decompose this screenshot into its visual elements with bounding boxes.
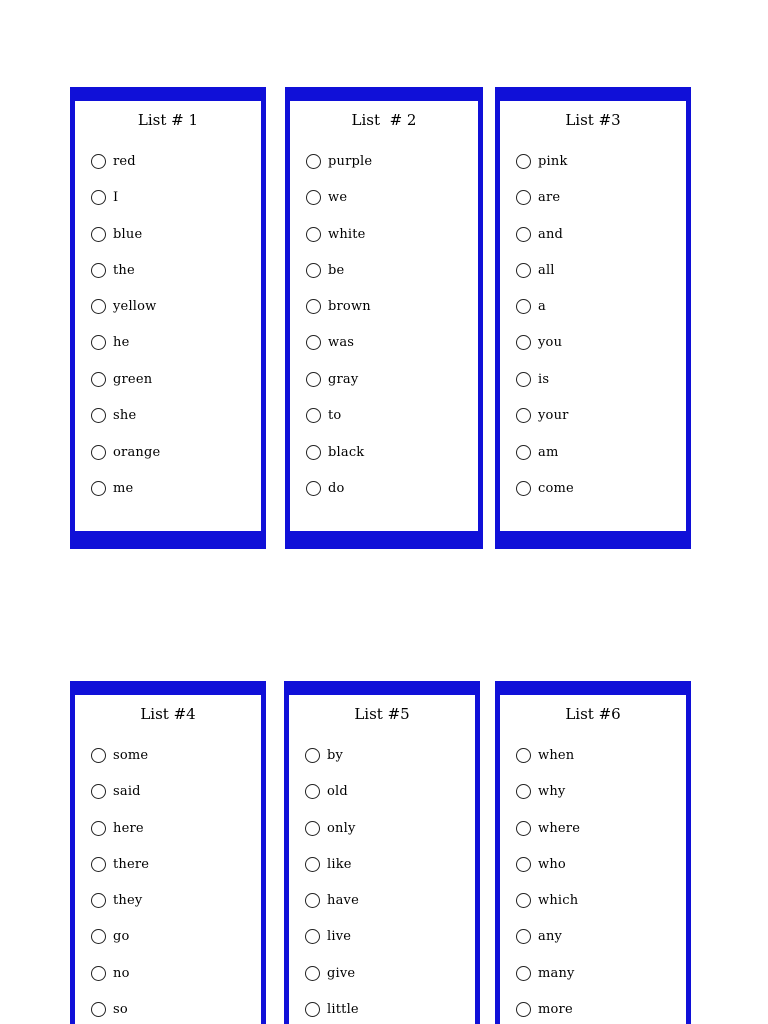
word-label: little (327, 1001, 359, 1017)
radio-button[interactable] (91, 335, 106, 350)
radio-button[interactable] (305, 748, 320, 763)
word-item[interactable] (305, 890, 359, 910)
radio-button[interactable] (306, 227, 321, 242)
word-label: there (113, 856, 150, 872)
word-item[interactable] (516, 260, 555, 280)
word-item[interactable] (91, 151, 136, 171)
word-item[interactable] (91, 781, 141, 801)
word-list-card-6 (495, 681, 691, 1024)
word-label: give (327, 965, 356, 981)
radio-button[interactable] (516, 227, 531, 242)
word-item[interactable] (306, 478, 345, 498)
word-label: like (327, 856, 352, 872)
word-label: do (328, 480, 345, 496)
word-label: no (113, 965, 130, 981)
word-list-card-3 (495, 87, 691, 549)
word-item[interactable] (516, 963, 575, 983)
radio-button[interactable] (516, 784, 531, 799)
radio-button[interactable] (306, 335, 321, 350)
radio-button[interactable] (306, 299, 321, 314)
word-item[interactable] (91, 854, 149, 874)
word-label: they (113, 892, 143, 908)
word-item[interactable] (516, 296, 546, 316)
radio-button[interactable] (91, 299, 106, 314)
radio-button[interactable] (516, 857, 531, 872)
word-item[interactable] (516, 745, 574, 765)
radio-button[interactable] (91, 893, 106, 908)
word-item[interactable] (91, 260, 135, 280)
word-item[interactable] (516, 151, 568, 171)
word-item[interactable] (306, 405, 341, 425)
radio-button[interactable] (305, 784, 320, 799)
word-label: white (328, 226, 366, 242)
radio-button[interactable] (516, 154, 531, 169)
radio-button[interactable] (516, 445, 531, 460)
word-label: where (538, 820, 581, 836)
radio-button[interactable] (516, 481, 531, 496)
word-label: she (113, 407, 137, 423)
word-label: brown (328, 298, 371, 314)
radio-button[interactable] (91, 784, 106, 799)
word-label: he (113, 334, 130, 350)
word-label: red (113, 153, 136, 169)
word-item[interactable] (306, 260, 344, 280)
radio-button[interactable] (305, 966, 320, 981)
radio-button[interactable] (306, 154, 321, 169)
word-label: orange (113, 444, 161, 460)
word-label: which (538, 892, 579, 908)
word-label: go (113, 928, 130, 944)
radio-button[interactable] (305, 1002, 320, 1017)
word-item[interactable] (516, 442, 558, 462)
radio-button[interactable] (91, 929, 106, 944)
word-label: am (538, 444, 559, 460)
word-item[interactable] (306, 296, 371, 316)
word-item[interactable] (306, 151, 372, 171)
word-item[interactable] (91, 332, 129, 352)
word-label: was (328, 334, 355, 350)
word-item[interactable] (305, 745, 343, 765)
radio-button[interactable] (516, 408, 531, 423)
word-label: your (538, 407, 569, 423)
list-title: List #5 (354, 705, 410, 723)
word-label: so (113, 1001, 128, 1017)
word-label: said (113, 783, 141, 799)
word-label: only (327, 820, 356, 836)
word-item[interactable] (91, 442, 160, 462)
word-item[interactable] (91, 890, 142, 910)
radio-button[interactable] (91, 227, 106, 242)
radio-button[interactable] (516, 263, 531, 278)
word-label: black (328, 444, 365, 460)
word-item[interactable] (516, 405, 569, 425)
word-item[interactable] (306, 187, 347, 207)
word-label: live (327, 928, 352, 944)
word-item[interactable] (516, 224, 563, 244)
word-item[interactable] (516, 478, 574, 498)
radio-button[interactable] (516, 372, 531, 387)
word-label: when (538, 747, 575, 763)
radio-button[interactable] (306, 263, 321, 278)
word-item[interactable] (516, 332, 562, 352)
word-label: be (328, 262, 345, 278)
word-item[interactable] (516, 890, 578, 910)
word-list-card-1 (70, 87, 266, 549)
word-label: by (327, 747, 344, 763)
word-label: is (538, 371, 550, 387)
word-label: you (538, 334, 563, 350)
word-item[interactable] (306, 442, 364, 462)
radio-button[interactable] (91, 372, 106, 387)
word-item[interactable] (305, 781, 348, 801)
radio-button[interactable] (91, 481, 106, 496)
radio-button[interactable] (91, 190, 106, 205)
word-label: some (113, 747, 149, 763)
radio-button[interactable] (306, 445, 321, 460)
word-item[interactable] (91, 296, 157, 316)
word-item[interactable] (516, 369, 549, 389)
word-item[interactable] (91, 405, 136, 425)
list-title: List # 1 (137, 111, 199, 129)
radio-button[interactable] (91, 748, 106, 763)
word-item[interactable] (516, 854, 566, 874)
word-item[interactable] (306, 332, 354, 352)
radio-button[interactable] (305, 821, 320, 836)
word-label: to (328, 407, 342, 423)
radio-button[interactable] (91, 408, 106, 423)
word-item[interactable] (91, 224, 142, 244)
radio-button[interactable] (516, 893, 531, 908)
radio-button[interactable] (516, 190, 531, 205)
word-list-card-4 (70, 681, 266, 1024)
word-label: gray (328, 371, 359, 387)
radio-button[interactable] (516, 335, 531, 350)
word-label: all (538, 262, 555, 278)
word-label: green (113, 371, 153, 387)
radio-button[interactable] (91, 857, 106, 872)
word-label: many (538, 965, 575, 981)
word-item[interactable] (516, 781, 565, 801)
word-item[interactable] (305, 963, 355, 983)
radio-button[interactable] (305, 929, 320, 944)
radio-button[interactable] (91, 263, 106, 278)
word-label: more (538, 1001, 573, 1017)
list-title: List #4 (140, 705, 196, 723)
word-item[interactable] (305, 926, 351, 946)
word-item[interactable] (91, 478, 133, 498)
list-title: List #3 (565, 111, 621, 129)
word-label: here (113, 820, 144, 836)
word-item[interactable] (91, 963, 130, 983)
word-item[interactable] (305, 854, 352, 874)
word-label: any (538, 928, 563, 944)
radio-button[interactable] (306, 481, 321, 496)
radio-button[interactable] (516, 821, 531, 836)
word-label: who (538, 856, 566, 872)
radio-button[interactable] (91, 154, 106, 169)
word-label: the (113, 262, 135, 278)
list-title: List # 2 (351, 111, 417, 129)
radio-button[interactable] (516, 748, 531, 763)
radio-button[interactable] (306, 408, 321, 423)
word-item[interactable] (91, 187, 118, 207)
radio-button[interactable] (516, 1002, 531, 1017)
word-label: purple (328, 153, 373, 169)
word-item[interactable] (516, 818, 580, 838)
word-label: yellow (113, 298, 157, 314)
word-list-card-2 (285, 87, 483, 549)
radio-button[interactable] (305, 857, 320, 872)
word-item[interactable] (306, 224, 366, 244)
radio-button[interactable] (305, 893, 320, 908)
word-label: pink (538, 153, 568, 169)
radio-button[interactable] (91, 966, 106, 981)
word-item[interactable] (516, 999, 573, 1019)
radio-button[interactable] (91, 445, 106, 460)
radio-button[interactable] (91, 1002, 106, 1017)
word-label: come (538, 480, 574, 496)
word-label: a (538, 298, 546, 314)
word-label: have (327, 892, 359, 908)
radio-button[interactable] (306, 190, 321, 205)
word-item[interactable] (516, 187, 560, 207)
word-item[interactable] (306, 369, 358, 389)
word-label: blue (113, 226, 143, 242)
radio-button[interactable] (516, 929, 531, 944)
word-label: are (538, 189, 561, 205)
word-item[interactable] (91, 745, 148, 765)
radio-button[interactable] (516, 299, 531, 314)
word-item[interactable] (305, 818, 356, 838)
word-item[interactable] (91, 369, 152, 389)
list-title: List #6 (565, 705, 621, 723)
word-item[interactable] (305, 999, 359, 1019)
word-label: we (328, 189, 348, 205)
word-item[interactable] (91, 818, 144, 838)
word-item[interactable] (516, 926, 562, 946)
word-label: me (113, 480, 134, 496)
radio-button[interactable] (306, 372, 321, 387)
word-label: and (538, 226, 564, 242)
word-list-card-5 (284, 681, 480, 1024)
word-label: I (113, 189, 119, 205)
word-label: why (538, 783, 566, 799)
word-item[interactable] (91, 999, 128, 1019)
radio-button[interactable] (516, 966, 531, 981)
word-label: old (327, 783, 348, 799)
word-item[interactable] (91, 926, 130, 946)
radio-button[interactable] (91, 821, 106, 836)
